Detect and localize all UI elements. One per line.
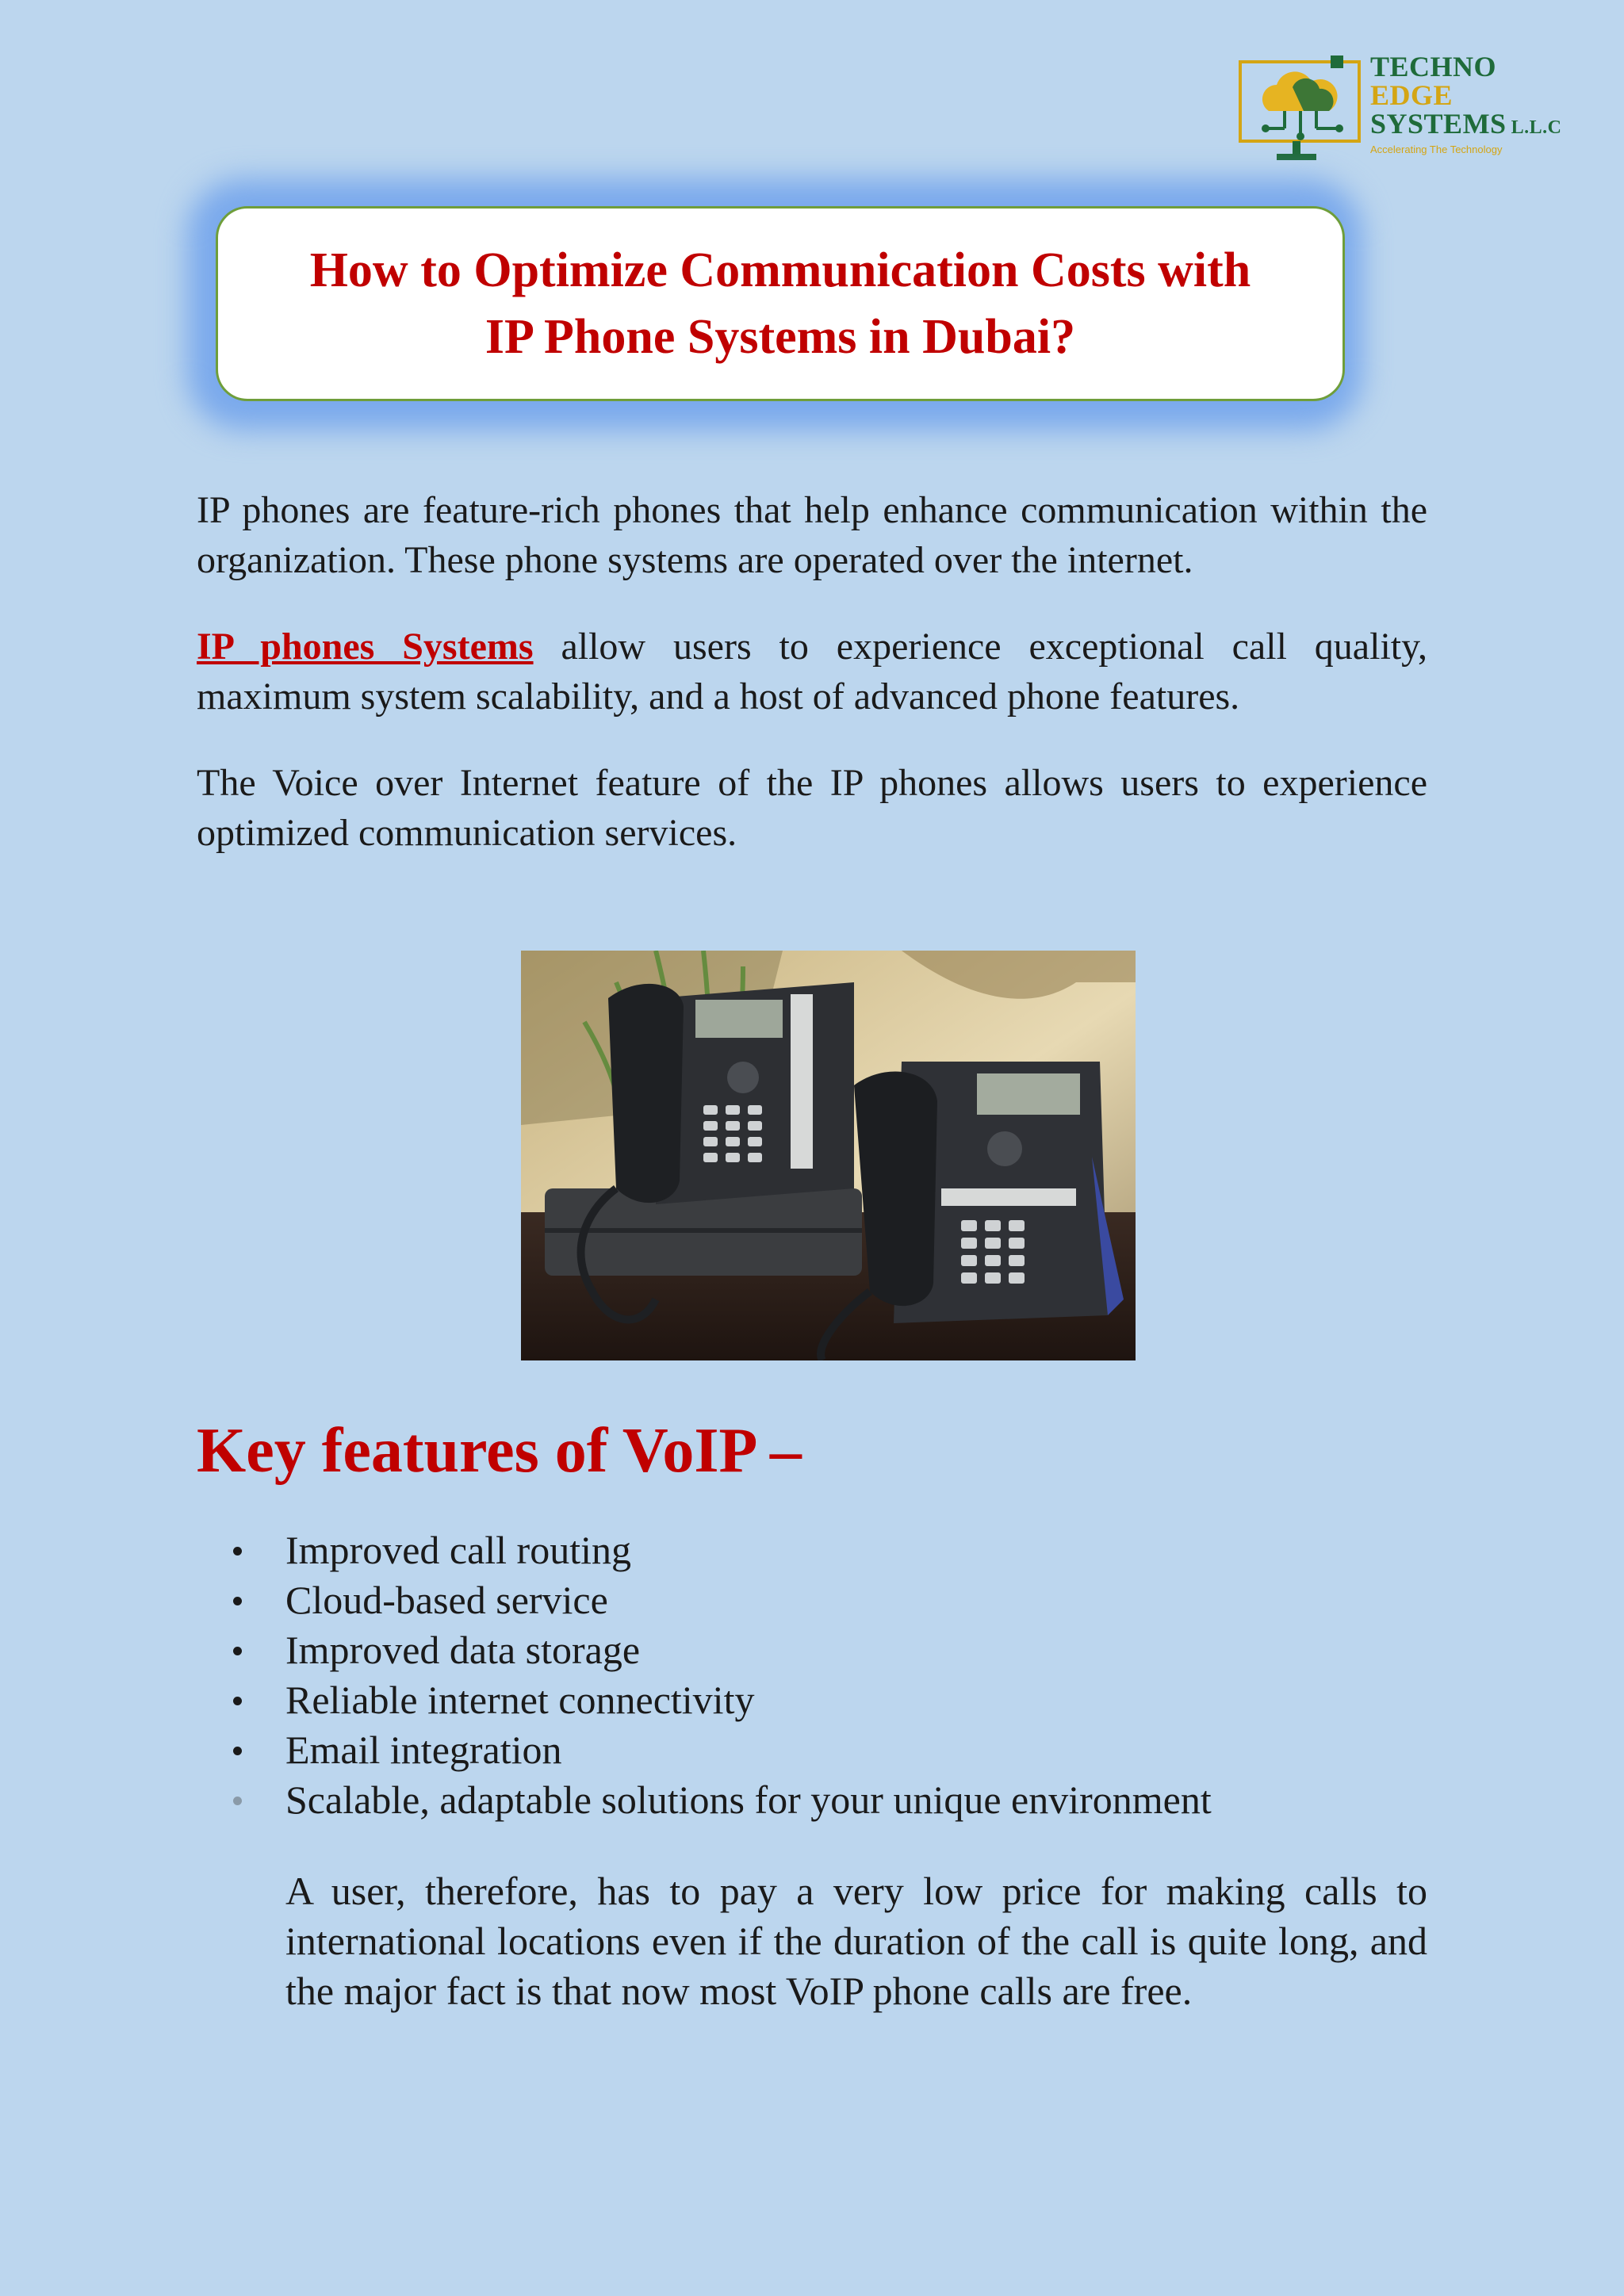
logo-word-systems (1370, 109, 1561, 142)
page-title-line-2: IP Phone Systems in Dubai? (485, 310, 1076, 364)
intro-paragraph-2 (197, 622, 1427, 721)
list-item (197, 1725, 1427, 1775)
logo-tagline: Accelerating The Technology (1370, 144, 1503, 155)
list-item (197, 1675, 1427, 1725)
intro-section (197, 485, 1427, 894)
closing-paragraph: A user, therefore, has to pay a very low price for making calls to international locations even if the duration of the call is quite long, and the major fact is that now most VoIP phone calls are free. (285, 1869, 1427, 2013)
cloud-computer-circuit-icon (1237, 55, 1364, 166)
list-item-text: Improved data storage (285, 1628, 641, 1672)
list-item-text: Email integration (285, 1728, 562, 1772)
list-item-text: Cloud-based service (285, 1578, 608, 1622)
logo-wordmark (1370, 52, 1561, 156)
ip-phone-systems-link[interactable]: IP phones Systems (197, 626, 534, 668)
intro-paragraph-1: IP phones are feature-rich phones that help enhance communication within the organization. These phone systems are operated over the internet. (197, 489, 1427, 581)
list-item (197, 1625, 1427, 1675)
list-item-text: Scalable, adaptable solutions for your unique environment (285, 1777, 1212, 1822)
list-item (197, 1525, 1427, 1575)
title-box (216, 206, 1345, 401)
bullet-icon (233, 1747, 242, 1755)
logo-word-techno: TECHNO (1370, 51, 1497, 82)
list-item-text: Reliable internet connectivity (285, 1678, 755, 1722)
section-heading: Key features of VoIP – (197, 1416, 802, 1486)
list-item-text: Improved call routing (285, 1528, 631, 1572)
logo-word-edge: EDGE (1370, 79, 1454, 111)
company-logo (1237, 52, 1594, 163)
logo-systems-text: SYSTEMS (1370, 108, 1507, 140)
list-item (197, 1775, 1427, 1825)
bullet-icon (233, 1597, 242, 1605)
intro-paragraph-3: The Voice over Internet feature of the IP phones allows users to experience optimized communication services. (197, 762, 1427, 854)
logo-suffix: L.L.C (1511, 117, 1562, 138)
bullet-icon (233, 1547, 242, 1556)
intro-paragraph-2-text: allow users to experience exceptional call quality, maximum system scalability, and a host of advanced phone features. (197, 626, 1428, 718)
list-item (197, 1575, 1427, 1625)
page-title-line-1: How to Optimize Communication Costs with (309, 243, 1251, 297)
bullet-icon (233, 1797, 242, 1805)
features-list (197, 1525, 1427, 1825)
page-title (241, 237, 1320, 370)
bullet-icon (233, 1647, 242, 1655)
bullet-icon (233, 1697, 242, 1705)
ip-desk-phones-photo (521, 951, 1136, 1360)
